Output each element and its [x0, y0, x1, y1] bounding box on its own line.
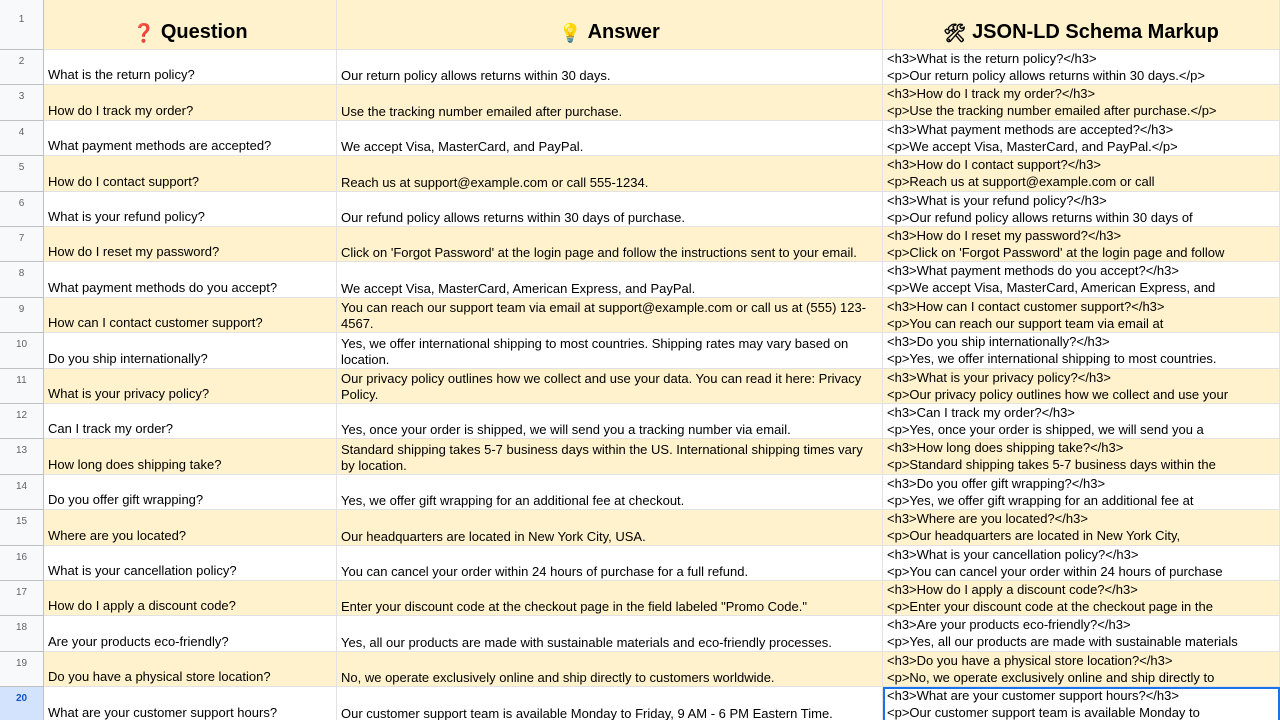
- table-row: [0, 404, 1280, 439]
- answer-cell[interactable]: [337, 652, 883, 687]
- markup-line-paragraph: <p>You can reach our support team via email at: [887, 315, 1164, 331]
- answer-text: Our headquarters are located in New York City, USA.: [341, 528, 646, 544]
- question-cell[interactable]: [44, 85, 337, 120]
- markup-line-paragraph: <p>Our customer support team is available Monday to: [887, 705, 1200, 720]
- question-cell[interactable]: [44, 687, 337, 720]
- markup-line-paragraph: <p>Our headquarters are located in New York City,: [887, 528, 1181, 544]
- answer-text: Click on 'Forgot Password' at the login page and follow the instructions sent to your email.: [341, 245, 857, 261]
- answer-text: Yes, once your order is shipped, we will send you a tracking number via email.: [341, 422, 791, 438]
- row-number[interactable]: 15: [0, 510, 44, 545]
- question-text: What is the return policy?: [48, 67, 195, 83]
- answer-text: Yes, all our products are made with sustainable materials and eco-friendly processes.: [341, 634, 832, 650]
- json-ld-cell[interactable]: [883, 687, 1280, 720]
- json-ld-cell[interactable]: [883, 439, 1280, 474]
- json-ld-cell[interactable]: [883, 546, 1280, 581]
- row-number[interactable]: 13: [0, 439, 44, 474]
- question-text: Do you ship internationally?: [48, 350, 208, 366]
- question-cell[interactable]: [44, 121, 337, 156]
- markup-line-heading: <h3>How do I track my order?</h3>: [887, 86, 1096, 102]
- answer-cell[interactable]: [337, 369, 883, 404]
- question-cell[interactable]: [44, 510, 337, 545]
- json-ld-cell[interactable]: [883, 510, 1280, 545]
- table-row: [0, 85, 1280, 120]
- question-cell[interactable]: [44, 156, 337, 191]
- markup-line-heading: <h3>How do I reset my password?</h3>: [887, 228, 1122, 243]
- header-json-ld[interactable]: [883, 0, 1280, 50]
- markup-line-paragraph: <p>Standard shipping takes 5-7 business days within the: [887, 457, 1216, 473]
- answer-text: Use the tracking number emailed after purchase.: [341, 103, 623, 119]
- question-cell[interactable]: [44, 404, 337, 439]
- table-row: [0, 262, 1280, 297]
- table-row: [0, 687, 1280, 720]
- question-cell[interactable]: [44, 369, 337, 404]
- markup-line-paragraph: <p>Yes, once your order is shipped, we will send you a: [887, 422, 1204, 437]
- row-number[interactable]: 16: [0, 546, 44, 581]
- markup-line-heading: <h3>How can I contact customer support?</h3>: [887, 298, 1165, 314]
- markup-line-paragraph: <p>Yes, all our products are made with sustainable materials: [887, 634, 1238, 650]
- markup-line-heading: <h3>How long does shipping take?</h3>: [887, 440, 1124, 456]
- row-number[interactable]: 7: [0, 227, 44, 262]
- answer-cell[interactable]: [337, 156, 883, 191]
- question-mark-icon: ❓: [132, 23, 155, 43]
- question-cell[interactable]: [44, 333, 337, 368]
- answer-text: We accept Visa, MasterCard, American Express, and PayPal.: [341, 280, 696, 296]
- row-number[interactable]: 17: [0, 581, 44, 616]
- markup-line-paragraph: <p>Yes, we offer gift wrapping for an additional fee at: [887, 492, 1194, 508]
- markup-line-heading: <h3>Do you offer gift wrapping?</h3>: [887, 475, 1106, 491]
- answer-text: We accept Visa, MasterCard, and PayPal.: [341, 139, 584, 155]
- answer-cell[interactable]: [337, 333, 883, 368]
- question-text: What payment methods are accepted?: [48, 138, 272, 154]
- question-text: How do I apply a discount code?: [48, 598, 236, 614]
- row-number[interactable]: 19: [0, 652, 44, 687]
- markup-line-heading: <h3>What is your refund policy?</h3>: [887, 192, 1107, 208]
- json-ld-cell[interactable]: [883, 50, 1280, 85]
- json-ld-cell[interactable]: [883, 652, 1280, 687]
- markup-line-paragraph: <p>You can cancel your order within 24 hours of purchase: [887, 563, 1223, 579]
- question-text: What is your cancellation policy?: [48, 562, 237, 578]
- question-text: What payment methods do you accept?: [48, 279, 278, 295]
- question-cell[interactable]: [44, 546, 337, 581]
- question-text: How do I reset my password?: [48, 244, 220, 260]
- answer-cell[interactable]: [337, 510, 883, 545]
- question-text: What is your refund policy?: [48, 208, 205, 224]
- question-cell[interactable]: [44, 227, 337, 262]
- header-label: Answer: [587, 21, 660, 43]
- row-number[interactable]: 1: [0, 0, 44, 50]
- markup-line-paragraph: <p>Reach us at support@example.com or call: [887, 174, 1155, 190]
- table-row: [0, 616, 1280, 651]
- markup-line-paragraph: <p>Our privacy policy outlines how we collect and use your: [887, 386, 1229, 402]
- answer-cell[interactable]: [337, 404, 883, 439]
- answer-cell[interactable]: [337, 121, 883, 156]
- json-ld-cell[interactable]: [883, 156, 1280, 191]
- markup-line-paragraph: <p>We accept Visa, MasterCard, and PayPal.</p>: [887, 138, 1178, 154]
- question-cell[interactable]: [44, 50, 337, 85]
- answer-cell[interactable]: [337, 581, 883, 616]
- tools-icon: 🛠: [943, 23, 967, 43]
- answer-text: Yes, we offer gift wrapping for an additional fee at checkout.: [341, 493, 685, 509]
- answer-cell[interactable]: [337, 50, 883, 85]
- table-row: [0, 333, 1280, 368]
- markup-line-paragraph: <p>Our return policy allows returns within 30 days.</p>: [887, 68, 1205, 83]
- answer-cell[interactable]: [337, 439, 883, 474]
- answer-cell[interactable]: [337, 616, 883, 651]
- header-answer[interactable]: [337, 0, 883, 50]
- question-text: How long does shipping take?: [48, 456, 222, 472]
- markup-line-heading: <h3>What is your cancellation policy?</h3>: [887, 546, 1139, 562]
- json-ld-cell[interactable]: [883, 369, 1280, 404]
- light-bulb-icon: 💡: [559, 23, 582, 43]
- row-number[interactable]: 4: [0, 121, 44, 156]
- row-number[interactable]: 3: [0, 85, 44, 120]
- question-cell[interactable]: [44, 298, 337, 333]
- answer-cell[interactable]: [337, 475, 883, 510]
- header-label: JSON-LD Schema Markup: [972, 21, 1219, 43]
- answer-cell[interactable]: [337, 227, 883, 262]
- markup-line-heading: <h3>Where are you located?</h3>: [887, 511, 1088, 527]
- answer-cell[interactable]: [337, 687, 883, 720]
- question-cell[interactable]: [44, 616, 337, 651]
- markup-line-paragraph: <p>Click on 'Forgot Password' at the login page and follow: [887, 245, 1225, 260]
- header-question[interactable]: [44, 0, 337, 50]
- markup-line-heading: <h3>What are your customer support hours?</h3>: [887, 688, 1179, 704]
- row-number[interactable]: 5: [0, 156, 44, 191]
- answer-cell[interactable]: [337, 546, 883, 581]
- question-text: Can I track my order?: [48, 421, 173, 437]
- markup-line-paragraph: <p>No, we operate exclusively online and ship directly to: [887, 669, 1215, 685]
- markup-line-heading: <h3>Do you ship internationally?</h3>: [887, 334, 1110, 350]
- json-ld-cell[interactable]: [883, 121, 1280, 156]
- markup-line-heading: <h3>Are your products eco-friendly?</h3>: [887, 617, 1131, 633]
- markup-line-heading: <h3>How do I apply a discount code?</h3>: [887, 582, 1138, 597]
- row-number[interactable]: 8: [0, 262, 44, 297]
- markup-line-heading: <h3>What payment methods are accepted?</h3>: [887, 121, 1174, 137]
- question-text: Do you have a physical store location?: [48, 669, 271, 685]
- table-row: [0, 50, 1280, 85]
- answer-text: Standard shipping takes 5-7 business days within the US. International shipping times vary by location.: [341, 441, 863, 473]
- table-row: [0, 192, 1280, 227]
- markup-line-heading: <h3>What payment methods do you accept?</h3>: [887, 263, 1179, 279]
- question-text: What is your privacy policy?: [48, 385, 210, 401]
- json-ld-cell[interactable]: [883, 298, 1280, 333]
- answer-text: Our return policy allows returns within 30 days.: [341, 68, 611, 84]
- row-number[interactable]: 6: [0, 192, 44, 227]
- header-label: Question: [160, 21, 248, 43]
- table-row: [0, 546, 1280, 581]
- table-row: [0, 369, 1280, 404]
- row-number[interactable]: 10: [0, 333, 44, 368]
- question-cell[interactable]: [44, 192, 337, 227]
- question-text: How do I track my order?: [48, 102, 194, 118]
- question-cell[interactable]: [44, 439, 337, 474]
- json-ld-cell[interactable]: [883, 333, 1280, 368]
- question-cell[interactable]: [44, 652, 337, 687]
- table-row: [0, 581, 1280, 616]
- question-text: What are your customer support hours?: [48, 704, 278, 720]
- json-ld-cell[interactable]: [883, 616, 1280, 651]
- answer-cell[interactable]: [337, 85, 883, 120]
- answer-cell[interactable]: [337, 192, 883, 227]
- row-number[interactable]: 11: [0, 369, 44, 404]
- markup-line-heading: <h3>How do I contact support?</h3>: [887, 157, 1101, 173]
- table-row: [0, 475, 1280, 510]
- row-number[interactable]: 9: [0, 298, 44, 333]
- row-number[interactable]: 18: [0, 616, 44, 651]
- table-row: [0, 298, 1280, 333]
- answer-text: Our refund policy allows returns within 30 days of purchase.: [341, 209, 685, 225]
- question-cell[interactable]: [44, 262, 337, 297]
- question-text: Do you offer gift wrapping?: [48, 492, 204, 508]
- markup-line-heading: <h3>What is your privacy policy?</h3>: [887, 369, 1112, 385]
- answer-text: Our customer support team is available Monday to Friday, 9 AM - 6 PM Eastern Time.: [341, 705, 833, 720]
- answer-text: Our privacy policy outlines how we collect and use your data. You can read it here: Privacy Policy.: [341, 370, 862, 402]
- table-row: [0, 227, 1280, 262]
- markup-line-heading: <h3>Can I track my order?</h3>: [887, 405, 1075, 420]
- answer-text: Reach us at support@example.com or call 555-1234.: [341, 174, 649, 190]
- question-text: How do I contact support?: [48, 173, 200, 189]
- json-ld-cell[interactable]: [883, 262, 1280, 297]
- question-text: Where are you located?: [48, 527, 187, 543]
- row-number[interactable]: 2: [0, 50, 44, 85]
- answer-text: Enter your discount code at the checkout page in the field labeled "Promo Code.": [341, 599, 807, 615]
- table-row: [0, 439, 1280, 474]
- json-ld-cell[interactable]: [883, 404, 1280, 439]
- question-cell[interactable]: [44, 475, 337, 510]
- markup-line-heading: <h3>What is the return policy?</h3>: [887, 51, 1097, 66]
- question-cell[interactable]: [44, 581, 337, 616]
- answer-cell[interactable]: [337, 262, 883, 297]
- answer-cell[interactable]: [337, 298, 883, 333]
- table-row: [0, 156, 1280, 191]
- markup-line-paragraph: <p>Our refund policy allows returns within 30 days of: [887, 209, 1193, 225]
- question-text: How can I contact customer support?: [48, 315, 263, 331]
- answer-text: You can reach our support team via email at support@example.com or call us at (555) 123-4567.: [341, 300, 867, 332]
- json-ld-cell[interactable]: [883, 581, 1280, 616]
- table-row: [0, 510, 1280, 545]
- row-number[interactable]: 14: [0, 475, 44, 510]
- answer-text: No, we operate exclusively online and ship directly to customers worldwide.: [341, 670, 775, 686]
- json-ld-cell[interactable]: [883, 85, 1280, 120]
- json-ld-cell[interactable]: [883, 192, 1280, 227]
- row-number[interactable]: 12: [0, 404, 44, 439]
- markup-line-paragraph: <p>Yes, we offer international shipping to most countries.: [887, 351, 1217, 367]
- row-number[interactable]: 20: [0, 687, 44, 720]
- answer-text: Yes, we offer international shipping to most countries. Shipping rates may vary based on location.: [341, 335, 849, 367]
- question-text: Are your products eco-friendly?: [48, 633, 229, 649]
- markup-line-paragraph: <p>Use the tracking number emailed after purchase.</p>: [887, 103, 1217, 119]
- markup-line-paragraph: <p>Enter your discount code at the checkout page in the: [887, 599, 1213, 614]
- table-row: [0, 652, 1280, 687]
- markup-line-paragraph: <p>We accept Visa, MasterCard, American Express, and: [887, 280, 1216, 296]
- table-row: [0, 121, 1280, 156]
- markup-line-heading: <h3>Do you have a physical store location?</h3>: [887, 652, 1173, 668]
- json-ld-cell[interactable]: [883, 227, 1280, 262]
- json-ld-cell[interactable]: [883, 475, 1280, 510]
- header-row: [0, 0, 1280, 50]
- answer-text: You can cancel your order within 24 hours of purchase for a full refund.: [341, 563, 749, 579]
